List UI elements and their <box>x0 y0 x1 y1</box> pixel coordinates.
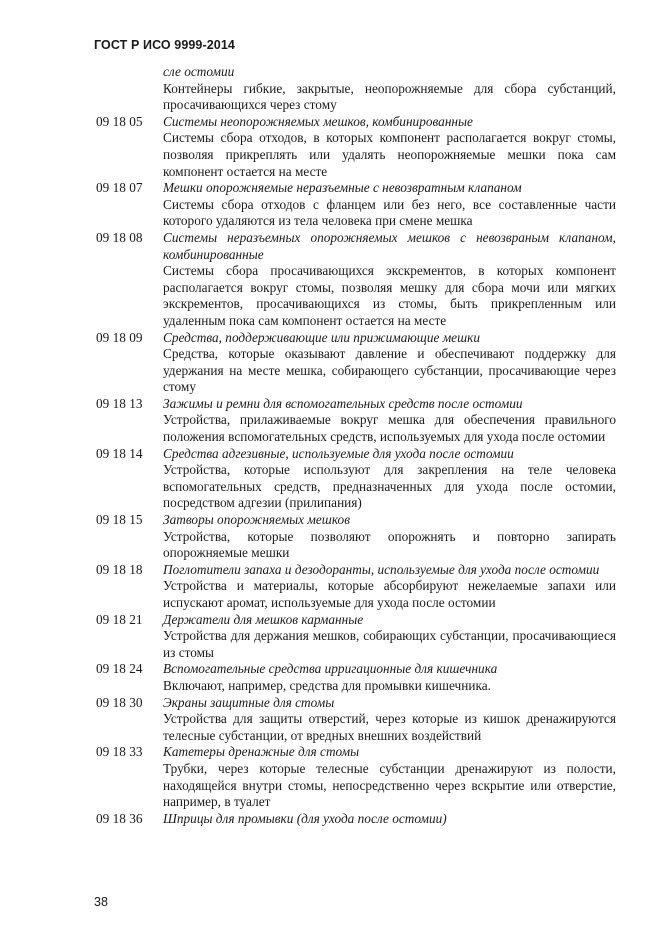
entry-title: Системы неопорожняемых мешков, комбинированные <box>163 113 473 129</box>
entry-description: Трубки, через которые телесные субстанции дренажируют из полости, находящейся внутри стомы, непосредственно через вскрытие или отверстие, например, в туалет <box>163 760 616 810</box>
entry-title: Шприцы для промывки (для ухода после остомии) <box>163 810 447 826</box>
entry-description: Системы сбора отходов с фланцем или без него, все составленные части которого удаляются из тела человека при смене мешка <box>163 196 616 229</box>
list-entry <box>96 811 616 828</box>
list-entry <box>96 446 616 512</box>
entry-description: Устройства, которые позволяют опорожнять и повторно запирать опорожняемые мешки <box>163 528 616 561</box>
entry-title: Средства, поддерживающие или прижимающие мешки <box>163 329 480 345</box>
entry-description: Системы сбора просачивающихся экскрементов, в которых компонент располагается вокруг стомы, позволяя мешку для сбора мочи или мягких экскрементов, просачивающихся из стомы, быть прикрепленным или удаленным пока сам компонент остается на месте <box>163 263 616 328</box>
entry-code: 09 18 33 <box>96 744 143 760</box>
entry-description: Устройства и материалы, которые абсорбируют нежелаемые запахи или испускают аромат, используемые для ухода после остомии <box>163 578 616 610</box>
list-entry <box>96 695 616 745</box>
list-entry <box>96 744 616 810</box>
list-entry <box>96 661 616 694</box>
entry-code: 09 18 15 <box>96 512 143 528</box>
entry-code: 09 18 09 <box>96 329 143 345</box>
entry-description: Системы сбора отходов, в которых компонент располагается вокруг стомы, позволяя прикреплять или удалять неопорожняемые мешки пока сам компонент остается на месте <box>163 130 616 179</box>
entry-title: Затворы опорожняемых мешков <box>163 512 350 528</box>
list-entry <box>96 512 616 562</box>
entry-code: 09 18 30 <box>96 694 143 710</box>
list-entry <box>96 230 616 330</box>
list-entry <box>96 396 616 446</box>
entry-code: 09 18 14 <box>96 445 143 461</box>
entry-title: сле остомии <box>163 64 235 79</box>
page-number: 38 <box>94 895 108 909</box>
entry-code: 09 18 36 <box>96 810 143 826</box>
entry-code: 09 18 07 <box>96 180 143 196</box>
entry-description: Контейнеры гибкие, закрытые, неопорожняемые для сбора субстанций, просачивающихся через стому <box>163 80 616 113</box>
entry-code: 09 18 08 <box>96 229 143 245</box>
document-header: ГОСТ Р ИСО 9999-2014 <box>94 38 235 52</box>
entry-title: Экраны защитные для стомы <box>163 694 335 710</box>
list-entry <box>96 562 616 612</box>
entry-description: Устройства, прилаживаемые вокруг мешка для обеспечения правильного положения вспомогательных средств, используемых для ухода после остомии <box>163 412 616 445</box>
entry-code: 09 18 13 <box>96 395 143 411</box>
list-entry <box>96 114 616 180</box>
entry-title: Зажимы и ремни для вспомогательных средств после остомии <box>163 395 523 411</box>
classification-list <box>96 64 616 827</box>
list-entry <box>96 612 616 662</box>
entry-title: Держатели для мешков карманные <box>163 611 364 627</box>
entry-title: Мешки опорожняемые неразъемные с невозвратным клапаном <box>163 180 522 196</box>
list-entry <box>96 330 616 396</box>
entry-code: 09 18 21 <box>96 611 143 627</box>
entry-description: Устройства для держания мешков, собирающих субстанции, просачивающиеся из стомы <box>163 628 616 660</box>
entry-code: 09 18 24 <box>96 661 143 677</box>
entry-code <box>96 64 163 114</box>
entry-description: Средства, которые оказывают давление и обеспечивают поддержку для удержания на месте мешка, собирающего субстанции, просачивающие через стому <box>163 346 616 395</box>
entry-title: Вспомогательные средства ирригационные для кишечника <box>163 661 498 677</box>
entry-description: Устройства для защиты отверстий, через которые из кишок дренажируются телесные субстанции, от вредных внешних воздействий <box>163 711 616 743</box>
entry-title: Поглотители запаха и дезодоранты, используемые для ухода после остомии <box>163 561 600 577</box>
entry-description: Устройства, которые используют для закрепления на теле человека вспомогательных средств, предназначенных для ухода после остомии, посредством адгезии (прилипания) <box>163 462 616 511</box>
entry-title: Системы неразъемных опорожняемых мешков с невозвраным клапаном, комбинированные <box>163 229 616 262</box>
entry-code: 09 18 05 <box>96 113 143 129</box>
entry-description: Включают, например, средства для промывки кишечника. <box>163 677 491 693</box>
entry-title: Средства адгезивные, используемые для ухода после остомии <box>163 445 514 461</box>
entry-title: Катетеры дренажные для стомы <box>163 744 360 760</box>
list-entry <box>96 180 616 230</box>
list-entry <box>96 64 616 114</box>
entry-code: 09 18 18 <box>96 561 143 577</box>
